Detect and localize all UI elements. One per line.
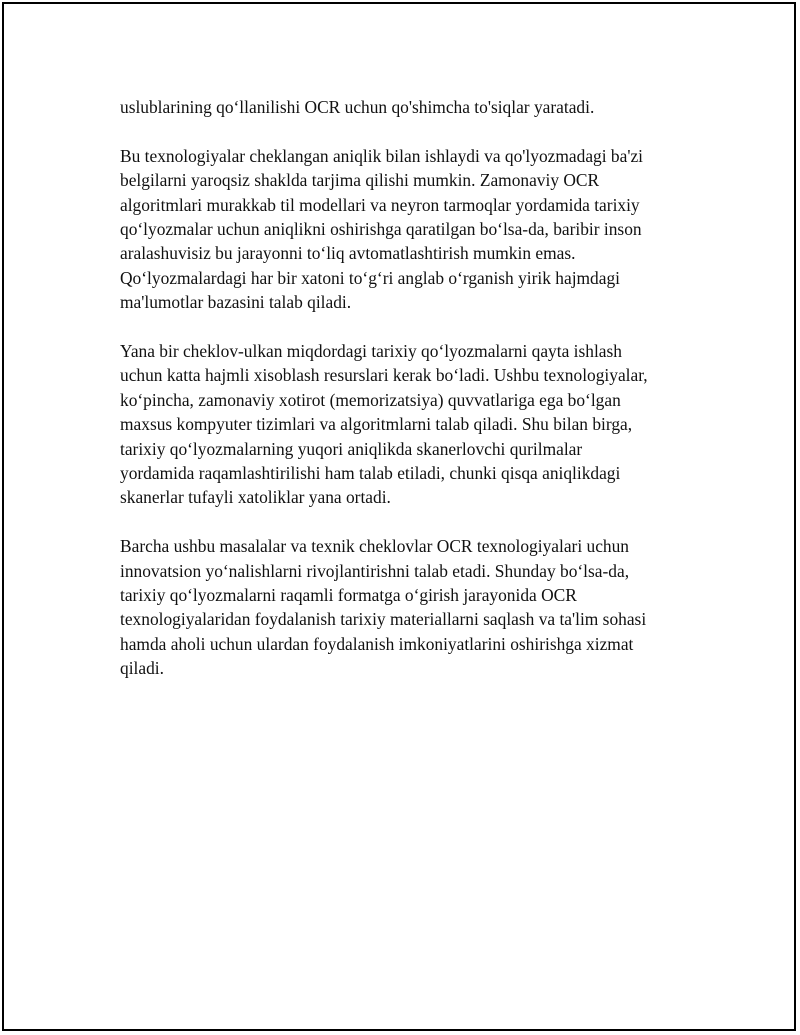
paragraph-3: Yana bir cheklov-ulkan miqdordagi tarixiy qo‘lyozmalarni qayta ishlash uchun katta hajmli xisoblash resurslari kerak bo‘ladi. Ushbu texnologiyalar, ko‘pincha, zamonaviy xotirot (memorizatsiya) quvvatlariga ega bo‘lgan maxsus kompyuter tizimlari va algoritmlarni talab qiladi. Shu bilan birga, tarixiy qo‘lyozmalarning yuqori aniqlikda skanerlovchi qurilmalar yordamida raqamlashtirilishi ham talab etiladi, chunki qisqa aniqlikdagi skanerlar tufayli xatoliklar yana ortadi. xyxy=(120,341,648,508)
paragraph-4: Barcha ushbu masalalar va texnik cheklovlar OCR texnologiyalari uchun innovatsion yo‘nalishlarni rivojlantirishni talab etadi. Shunday bo‘lsa-da, tarixiy qo‘lyozmalarni raqamli formatga o‘girish jarayonida OCR texnologiyalaridan foydalanish tarixiy materiallarni saqlash va ta'lim sohasi hamda aholi uchun ulardan foydalanish imkoniyatlarini oshirishga xizmat qiladi. xyxy=(120,536,647,679)
paragraph-1: uslublarining qo‘llanilishi OCR uchun qo'shimcha to'siqlar yaratadi. xyxy=(120,97,595,117)
paragraph-2: Bu texnologiyalar cheklangan aniqlik bilan ishlaydi va qo'lyozmadagi ba'zi belgilarni yaroqsiz shaklda tarjima qilishi mumkin. Zamonaviy OCR algoritmlari murakkab til modellari va neyron tarmoqlar yordamida tarixiy qo‘lyozmalar uchun aniqlikni oshirishga qaratilgan bo‘lsa-da, baribir inson aralashuvisiz bu jarayonni to‘liq avtomatlashtirish mumkin emas. Qo‘lyozmalardagi har bir xatoni to‘g‘ri anglab o‘rganish yirik hajmdagi ma'lumotlar bazasini talab qiladi. xyxy=(120,145,644,313)
document-body xyxy=(120,95,700,705)
document-page xyxy=(2,2,796,1031)
